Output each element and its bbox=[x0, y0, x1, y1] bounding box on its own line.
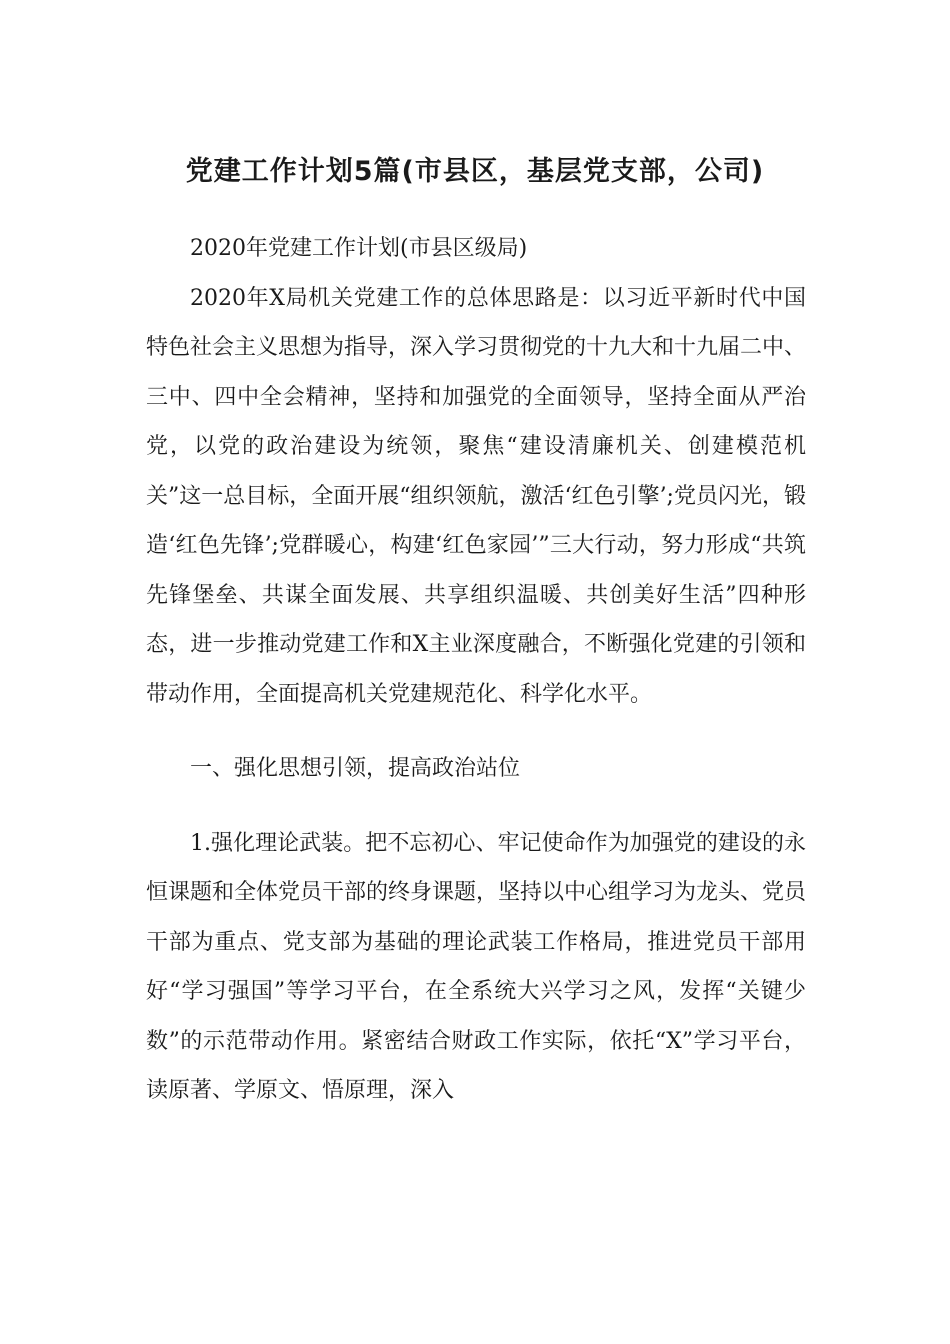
paragraph-overview: 2020年X局机关党建工作的总体思路是：以习近平新时代中国特色社会主义思想为指导，深入学习贯彻党的十九大和十九届二中、三中、四中全会精神，坚持和加强党的全面领导，坚持全面从严治党，以党的政治建设为统领，聚焦“建设清廉机关、创建模范机关”这一总目标，全面开展“组织领航，激活‘红色引擎’;党员闪光，锻造‘红色先锋’;党群暖心，构建‘红色家园’”三大行动，努力形成“共筑先锋堡垒、共谋全面发展、共享组织温暖、共创美好生活”四种形态，进一步推动党建工作和X主业深度融合，不断强化党建的引领和带动作用，全面提高机关党建规范化、科学化水平。 bbox=[146, 285, 807, 707]
paragraph-theory: 1.强化理论武装。把不忘初心、牢记使命作为加强党的建设的永恒课题和全体党员干部的终身课题，坚持以中心组学习为龙头、党员干部为重点、党支部为基础的理论武装工作格局，推进党员干部用好“学习强国”等学习平台，在全系统大兴学习之风，发挥“关键少数”的示范带动作用。紧密结合财政工作实际，依托“X”学习平台，读原著、学原文、悟原理，深入 bbox=[146, 830, 807, 1103]
section-heading: 一、强化思想引领，提高政治站位 bbox=[190, 756, 521, 781]
section-subtitle: 2020年党建工作计划(市县区级局) bbox=[190, 236, 528, 261]
document-body bbox=[146, 224, 806, 1116]
document-title: 党建工作计划5篇(市县区，基层党支部，公司) bbox=[185, 156, 765, 187]
